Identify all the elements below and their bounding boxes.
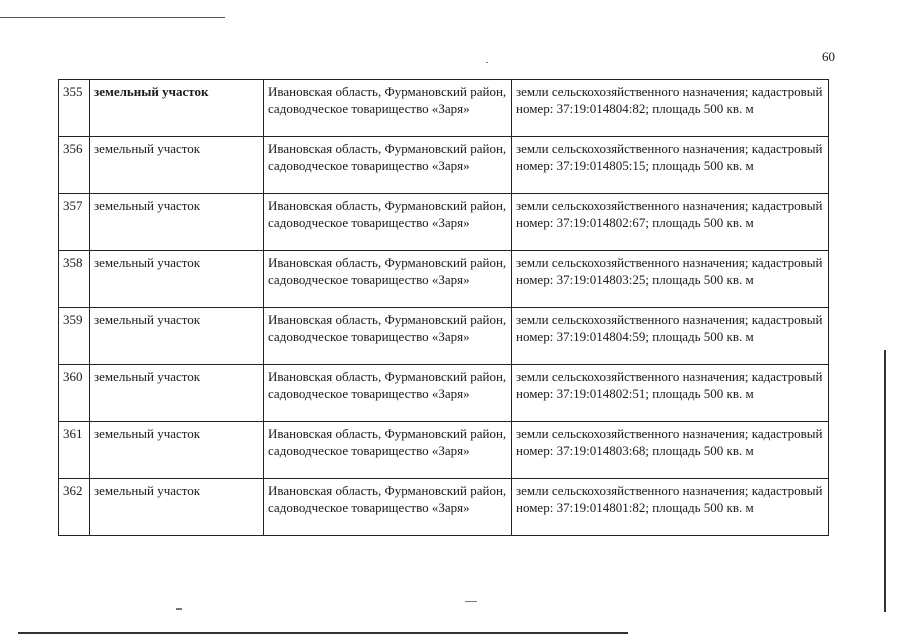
object-address: Ивановская область, Фурмановский район, садоводческое товарищество «Заря» [264, 80, 512, 137]
object-type: земельный участок [90, 365, 264, 422]
object-type: земельный участок [90, 137, 264, 194]
row-number: 356 [59, 137, 90, 194]
page-number: 60 [822, 49, 835, 64]
row-number: 358 [59, 251, 90, 308]
object-description: земли сельскохозяйственного назначения; кадастровый номер: 37:19:014804:59; площадь 500 кв. м [512, 308, 829, 365]
scan-artifact-line-right [884, 350, 886, 612]
object-address: Ивановская область, Фурмановский район, садоводческое товарищество «Заря» [264, 251, 512, 308]
object-type: земельный участок [90, 422, 264, 479]
table-row [59, 422, 829, 479]
row-number: 362 [59, 479, 90, 536]
object-description: земли сельскохозяйственного назначения; кадастровый номер: 37:19:014805:15; площадь 500 кв. м [512, 137, 829, 194]
table-row [59, 251, 829, 308]
object-description: земли сельскохозяйственного назначения; кадастровый номер: 37:19:014804:82; площадь 500 кв. м [512, 80, 829, 137]
scan-artifact-line-top [0, 17, 225, 18]
object-address: Ивановская область, Фурмановский район, садоводческое товарищество «Заря» [264, 308, 512, 365]
object-type: земельный участок [90, 308, 264, 365]
object-type: земельный участок [90, 194, 264, 251]
scan-artifact-dot [465, 601, 477, 602]
table-row [59, 80, 829, 137]
object-description: земли сельскохозяйственного назначения; кадастровый номер: 37:19:014801:82; площадь 500 кв. м [512, 479, 829, 536]
object-description: земли сельскохозяйственного назначения; кадастровый номер: 37:19:014802:51; площадь 500 кв. м [512, 365, 829, 422]
object-description: земли сельскохозяйственного назначения; кадастровый номер: 37:19:014802:67; площадь 500 кв. м [512, 194, 829, 251]
scan-artifact-dot [176, 608, 182, 610]
scan-artifact-line-bottom [18, 632, 628, 634]
object-type: земельный участок [90, 251, 264, 308]
scan-artifact-dot [486, 62, 488, 63]
object-address: Ивановская область, Фурмановский район, садоводческое товарищество «Заря» [264, 137, 512, 194]
row-number: 357 [59, 194, 90, 251]
table-row [59, 137, 829, 194]
property-registry-table [58, 79, 829, 536]
object-address: Ивановская область, Фурмановский район, садоводческое товарищество «Заря» [264, 365, 512, 422]
object-address: Ивановская область, Фурмановский район, садоводческое товарищество «Заря» [264, 194, 512, 251]
row-number: 359 [59, 308, 90, 365]
object-type: земельный участок [90, 80, 264, 137]
object-description: земли сельскохозяйственного назначения; кадастровый номер: 37:19:014803:68; площадь 500 кв. м [512, 422, 829, 479]
object-description: земли сельскохозяйственного назначения; кадастровый номер: 37:19:014803:25; площадь 500 кв. м [512, 251, 829, 308]
table-row [59, 194, 829, 251]
object-address: Ивановская область, Фурмановский район, садоводческое товарищество «Заря» [264, 479, 512, 536]
row-number: 361 [59, 422, 90, 479]
object-address: Ивановская область, Фурмановский район, садоводческое товарищество «Заря» [264, 422, 512, 479]
row-number: 355 [59, 80, 90, 137]
row-number: 360 [59, 365, 90, 422]
table-row [59, 479, 829, 536]
table-row [59, 365, 829, 422]
object-type: земельный участок [90, 479, 264, 536]
table-row [59, 308, 829, 365]
